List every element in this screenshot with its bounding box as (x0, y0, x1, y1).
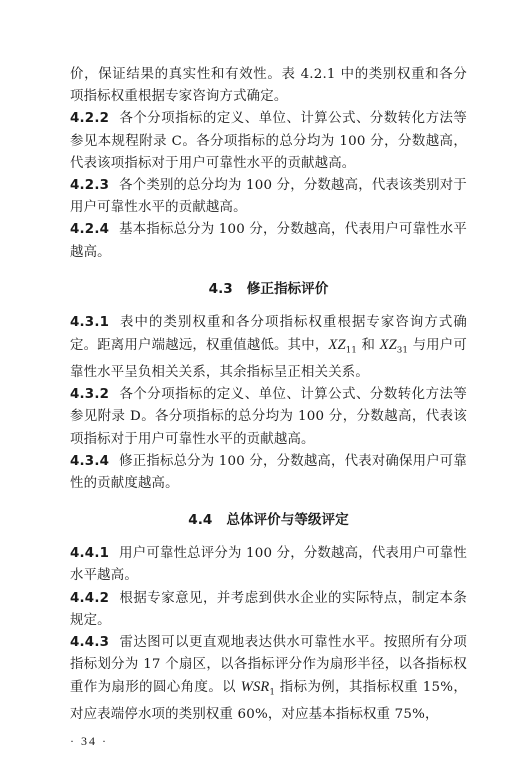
clause-4-3-4 (70, 451, 467, 495)
section-number: 4.4 (188, 512, 213, 529)
clause-text: 用户可靠性总评分为 100 分，分数越高，代表用户可靠性水平越高。 (70, 546, 467, 584)
clause-4-3-1 (70, 312, 467, 384)
clause-text: 和 (357, 338, 380, 354)
paragraph-text: 价，保证结果的真实性和有效性。表 4.2.1 中的类别权重和各分项指标权重根据专家咨询方式确定。 (70, 67, 467, 105)
variable-symbol: WSR (240, 679, 270, 696)
clause-number: 4.2.4 (70, 222, 110, 238)
clause-text: 表中的类别权重和各分项指标权重根据专家咨询方式确定。距离用户端越远，权重值越低。其中， (70, 314, 467, 354)
clause-number: 4.2.3 (70, 178, 110, 194)
section-title: 修正指标评价 (246, 280, 329, 297)
variable-subscript: 1 (269, 688, 276, 699)
clause-text: 根据专家意见，并考虑到供水企业的实际特点，制定本条规定。 (70, 590, 467, 628)
clause-number: 4.4.3 (70, 634, 110, 650)
clause-number: 4.3.4 (70, 453, 110, 469)
clause-text: 指标为例，其指标权重 15%，对应表端停水项的类别权重 60%，对应基本指标权重 75%， (70, 680, 467, 723)
clause-text: 各个分项指标的定义、单位、计算公式、分数转化方法等参见本规程附录 C。各分项指标的总分均为 100 分，分数越高，代表该项指标对于用户可靠性水平的贡献越高。 (70, 111, 467, 171)
clause-number: 4.3.2 (70, 387, 110, 403)
clause-text: 修正指标总分为 100 分，分数越高，代表对确保用户可靠性的贡献度越高。 (70, 453, 467, 491)
variable-subscript: 11 (345, 345, 358, 356)
clause-text: 与用户可靠性水平呈负相关关系，其余指标呈正相关关系。 (70, 338, 467, 380)
clause-4-2-4 (70, 219, 467, 263)
section-number: 4.3 (208, 280, 233, 297)
clause-number: 4.4.1 (70, 546, 110, 562)
clause-4-2-3 (70, 175, 467, 219)
clause-4-4-3 (70, 632, 467, 726)
clause-text: 雷达图可以更直观地表达供水可靠性水平。按照所有分项指标划分为 17 个扇区，以各指标评分作为扇形半径，以各指标权重作为扇形的圆心角度。以 (70, 634, 467, 696)
section-title: 总体评价与等级评定 (226, 512, 349, 529)
clause-4-4-2 (70, 588, 467, 632)
page-number: · 34 · (70, 734, 108, 748)
clause-text: 各个分项指标的定义、单位、计算公式、分数转化方法等参见附录 D。各分项指标的总分均为 100 分，分数越高，代表该项指标对于用户可靠性水平的贡献越高。 (70, 387, 467, 447)
paragraph-continued (70, 64, 467, 108)
clause-4-4-1 (70, 543, 467, 587)
section-heading-4-4 (70, 509, 467, 531)
clause-4-3-2 (70, 384, 467, 451)
variable-symbol: XZ (328, 337, 346, 354)
clause-4-2-2 (70, 108, 467, 175)
clause-number: 4.4.2 (70, 590, 110, 606)
clause-text: 各个类别的总分均为 100 分，分数越高，代表该类别对于用户可靠性水平的贡献越高。 (70, 178, 467, 216)
clause-number: 4.2.2 (70, 111, 110, 127)
variable-symbol: XZ (379, 337, 397, 354)
section-heading-4-3 (70, 278, 467, 300)
clause-number: 4.3.1 (70, 314, 110, 330)
variable-subscript: 31 (396, 345, 409, 356)
clause-text: 基本指标总分为 100 分，分数越高，代表用户可靠性水平越高。 (70, 222, 467, 260)
